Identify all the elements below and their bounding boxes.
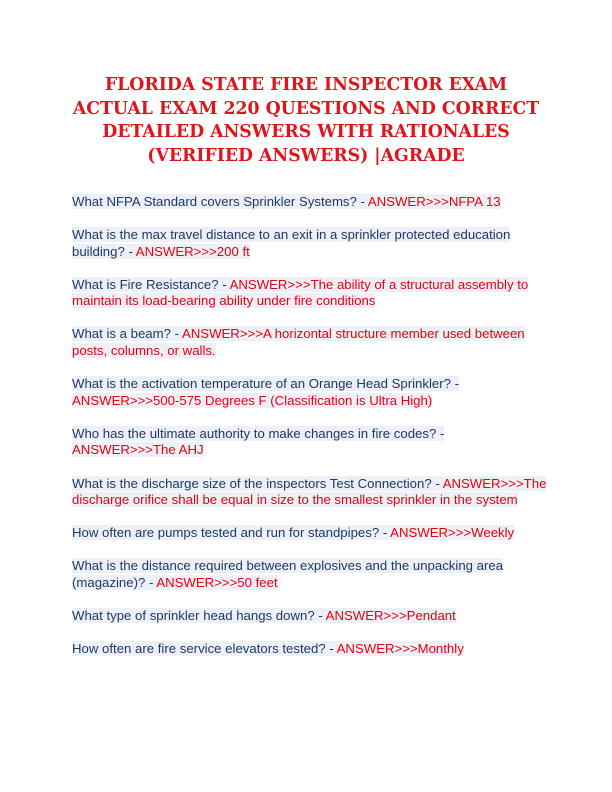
answer-text: ANSWER>>>The discharge orifice shall be equal in size to the smallest sprinkler in the system (72, 475, 547, 508)
qa-item (72, 641, 547, 658)
qa-list (72, 194, 547, 674)
qa-separator: - (325, 641, 337, 657)
qa-separator: - (170, 326, 182, 342)
answer-text: ANSWER>>>500-575 Degrees F (Classification is Ultra High) (72, 392, 433, 408)
qa-item (72, 558, 547, 591)
qa-separator: - (450, 376, 460, 392)
answer-text: ANSWER>>>Pendant (325, 608, 456, 623)
qa-item (72, 326, 547, 359)
answer-text: ANSWER>>>The ability of a structural assembly to maintain its load-bearing ability under fire conditions (72, 276, 529, 309)
qa-item (72, 376, 547, 409)
question-text: What is the discharge size of the inspectors Test Connection? (72, 475, 432, 491)
qa-separator: - (145, 574, 157, 590)
qa-separator: - (436, 425, 445, 441)
qa-item (72, 227, 547, 260)
qa-item (72, 608, 547, 625)
qa-separator: - (124, 243, 136, 259)
qa-item (72, 277, 547, 310)
answer-text: ANSWER>>>The AHJ (72, 442, 204, 458)
answer-text: ANSWER>>>200 ft (135, 243, 250, 259)
qa-item (72, 525, 547, 542)
question-text: What type of sprinkler head hangs down? (72, 608, 315, 623)
document-title: FLORIDA STATE FIRE INSPECTOR EXAM ACTUAL EXAM 220 QUESTIONS AND CORRECT DETAILED ANSWERS WITH RATIONALES (VERIFIED ANSWERS) |AGRADE (72, 75, 540, 166)
answer-text: ANSWER>>>50 feet (156, 574, 278, 590)
answer-text: ANSWER>>>A horizontal structure member used between posts, columns, or walls. (72, 326, 525, 359)
qa-separator: - (356, 194, 368, 209)
question-text: Who has the ultimate authority to make changes in fire codes? (72, 425, 437, 441)
question-text: What is the activation temperature of an Orange Head Sprinkler? (72, 376, 451, 392)
question-text: How often are pumps tested and run for standpipes? (72, 525, 380, 541)
qa-item (72, 194, 547, 211)
question-text: What NFPA Standard covers Sprinkler Systems? (72, 194, 357, 209)
qa-item (72, 426, 547, 459)
qa-separator: - (431, 475, 443, 491)
qa-separator: - (314, 608, 326, 623)
qa-item (72, 476, 547, 509)
question-text: What is Fire Resistance? (72, 276, 219, 292)
qa-separator: - (218, 276, 230, 292)
qa-separator: - (379, 525, 391, 541)
answer-text: ANSWER>>>Weekly (390, 525, 515, 541)
question-text: How often are fire service elevators tested? (72, 641, 326, 657)
question-text: What is a beam? (72, 326, 171, 342)
question-text: What is the distance required between explosives and the unpacking area (magazine)? (72, 558, 504, 590)
answer-text: ANSWER>>>NFPA 13 (367, 194, 501, 209)
answer-text: ANSWER>>>Monthly (336, 641, 464, 657)
question-text: What is the max travel distance to an exit in a sprinkler protected education building? (72, 227, 511, 259)
